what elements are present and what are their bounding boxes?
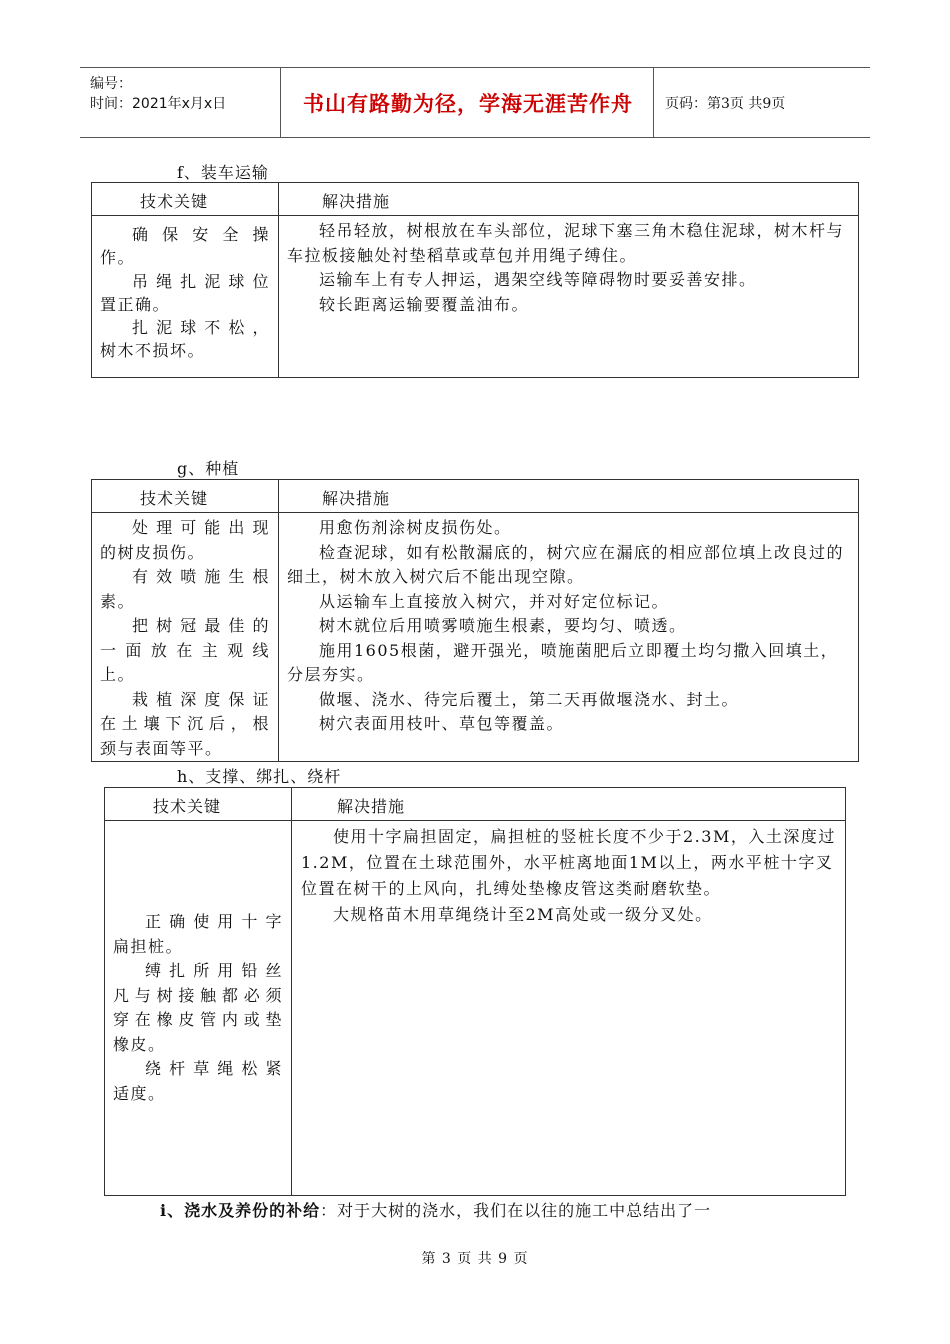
table-g-header-measure: 解决措施	[322, 489, 391, 508]
key-line: 绕杆草绳松紧	[145, 1059, 283, 1078]
table-g-measure-cell	[287, 516, 851, 737]
key-line: 凡与树接触都必须	[113, 985, 283, 1005]
page-footer: 第 3 页 共 9 页	[421, 1251, 529, 1267]
key-line: 适度。	[113, 1083, 166, 1103]
key-line: 素。	[100, 591, 136, 611]
table-f-measure-cell	[287, 219, 851, 317]
table-h-measure-cell	[301, 824, 841, 928]
key-line: 树木不损坏。	[100, 341, 206, 361]
document-number-label: 编号：	[90, 76, 132, 92]
key-line: 在土壤下沉后，根	[100, 714, 270, 733]
section-i-text: ：对于大树的浇水，我们在以往的施工中总结出了一	[320, 1201, 712, 1220]
page-header	[80, 67, 870, 138]
key-line: 作。	[100, 248, 136, 268]
table-g	[91, 479, 859, 762]
table-f-key-cell	[100, 223, 270, 363]
key-line: 吊绳扎泥球位	[132, 271, 270, 291]
measure-item: 使用十字扁担固定，扁担桩的竖桩长度不少于2.3M，入土深度过1.2M，位置在土球范围外，水平桩离地面1M以上，两水平桩十字叉位置在树干的上风向，扎缚处垫橡皮管这类耐磨软垫。	[301, 827, 836, 898]
measure-item: 从运输车上直接放入树穴，并对好定位标记。	[319, 591, 670, 611]
key-line: 橡皮。	[113, 1034, 166, 1054]
table-f	[91, 182, 859, 378]
table-f-header-key: 技术关键	[140, 192, 209, 211]
table-h-header-measure: 解决措施	[337, 797, 406, 816]
key-line: 置正确。	[100, 294, 171, 314]
header-page-info: 页码：第3页 共9页	[665, 95, 786, 112]
measure-item: 较长距离运输要覆盖油布。	[319, 294, 530, 314]
measure-item: 大规格苗木用草绳绕计至2M高处或一级分叉处。	[333, 905, 713, 924]
table-f-header-measure: 解决措施	[322, 192, 391, 211]
measure-item: 做堰、浇水、待完后覆土，第二天再做堰浇水、封土。	[319, 689, 740, 709]
key-line: 缚扎所用铅丝	[145, 961, 283, 980]
key-line: 颈与表面等平。	[100, 738, 223, 758]
section-i-paragraph	[160, 1198, 711, 1221]
table-g-header-key: 技术关键	[140, 489, 209, 508]
measure-item: 运输车上有专人押运，遇架空线等障碍物时要妥善安排。	[319, 270, 757, 289]
key-line: 一面放在主观线	[100, 640, 270, 660]
key-line: 处理可能出现	[132, 518, 270, 537]
document-time: 时间：2021年x月x日	[90, 96, 227, 112]
section-title-h: h、支撑、绑扎、绕杆	[177, 767, 342, 786]
section-i-title: i、浇水及养份的补给	[160, 1201, 321, 1220]
table-g-key-cell	[100, 516, 270, 761]
measure-item: 树木就位后用喷雾喷施生根素，要均匀、喷透。	[319, 616, 687, 635]
key-line: 把树冠最佳的	[132, 616, 270, 635]
table-h-key-cell	[113, 910, 283, 1106]
key-line: 正确使用十字	[145, 912, 283, 931]
key-line: 穿在橡皮管内或垫	[113, 1010, 283, 1029]
key-line: 确保安全操	[132, 225, 270, 244]
key-line: 有效喷施生根	[132, 567, 270, 586]
measure-item: 施用1605根菌，避开强光，喷施菌肥后立即覆土均匀撒入回填土，分层夯实。	[287, 640, 839, 684]
key-line: 上。	[100, 665, 136, 684]
key-line: 扎泥球不松，	[132, 318, 270, 338]
table-h-header-key: 技术关键	[153, 797, 222, 816]
key-line: 的树皮损伤。	[100, 542, 206, 562]
section-title-f: f、装车运输	[177, 163, 269, 182]
measure-item: 检查泥球，如有松散漏底的，树穴应在漏底的相应部位填上改良过的细土，树木放入树穴后不能出现空隙。	[287, 542, 845, 586]
measure-item: 用愈伤剂涂树皮损伤处。	[319, 518, 512, 537]
table-h	[104, 787, 846, 1196]
key-line: 扁担桩。	[113, 936, 184, 956]
header-meta	[80, 68, 281, 137]
measure-item: 轻吊轻放，树根放在车头部位，泥球下塞三角木稳住泥球，树木杆与车拉板接触处衬垫稻草或草包并用绳子缚住。	[287, 221, 845, 265]
measure-item: 树穴表面用枝叶、草包等覆盖。	[319, 714, 565, 733]
header-motto: 书山有路勤为径，学海无涯苦作舟	[283, 68, 654, 137]
section-title-g: g、种植	[177, 459, 240, 478]
key-line: 栽植深度保证	[132, 689, 270, 709]
